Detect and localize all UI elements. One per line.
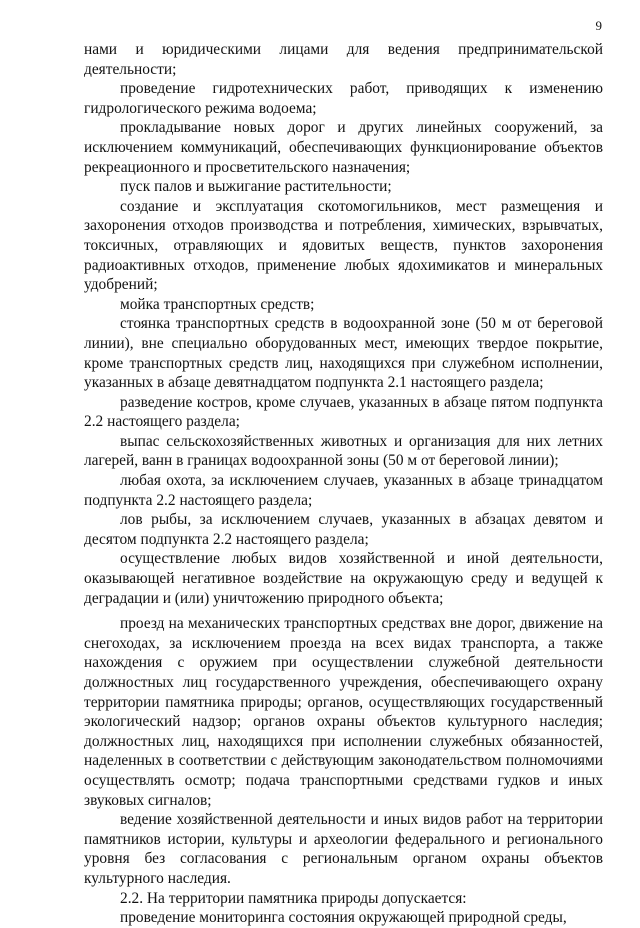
paragraph-10: любая охота, за исключением случаев, указанных в абзаце тринадцатом подпункта 2.2 настоящего раздела; [84, 472, 603, 509]
paragraph-8: разведение костров, кроме случаев, указанных в абзаце пятом подпункта 2.2 настоящего раздела; [84, 393, 603, 431]
paragraph-4: пуск палов и выжигание растительности; [120, 178, 392, 196]
paragraph-13: проезд на механических транспортных средствах вне дорог, движение на снегоходах, за исключением проезда на всех видах транспорта, а также нахождения с оружием при осуществлении служебной деятельности должностных лиц государственного учреждения, обеспечивающего охрану территории памятника природы; органов, осуществляющих государственный экологический надзор; органов охраны объектов культурного наследия; должностных лиц, находящихся при исполнении служебных обязанностей, наделенных в соответствии с действующим законодательством полномочиями осуществлять осмотр; подача транспортными средствами гудков и иных звуковых сигналов; [84, 615, 603, 809]
paragraph-9: выпас сельскохозяйственных животных и организация для них летних лагерей, ванн в границах водоохранной зоны (50 м от береговой линии); [84, 432, 603, 470]
paragraph-1: нами и юридическими лицами для ведения предпринимательской деятельности; [84, 41, 603, 78]
paragraph-7: стоянка транспортных средств в водоохранной зоне (50 м от береговой линии), вне специально оборудованных мест, имеющих твердое покрытие, кроме транспортных средств лиц, находящихся при служебном исполнении, указанных в абзаце девятнадцатом подпункта 2.1 настоящего раздела; [84, 315, 603, 392]
document-body [84, 40, 603, 928]
paragraph-12: осуществление любых видов хозяйственной и иной деятельности, оказывающей негативное воздействие на окружающую среду и ведущей к деградации и (или) уничтожению природного объекта; [84, 550, 603, 607]
paragraph-15: 2.2. На территории памятника природы допускается: [120, 889, 467, 907]
paragraph-2: проведение гидротехнических работ, приводящих к изменению гидрологического режима водоема; [84, 80, 603, 117]
paragraph-16: проведение мониторинга состояния окружающей природной среды, [120, 909, 567, 927]
page-number: 9 [595, 18, 602, 33]
paragraph-5: создание и эксплуатация скотомогильников, мест размещения и захоронения отходов производства и потребления, химических, взрывчатых, токсичных, отравляющих и ядовитых веществ, пунктов захоронения радиоактивных отходов, применение любых ядохимикатов и минеральных удобрений; [84, 197, 603, 294]
paragraph-14: ведение хозяйственной деятельности и иных видов работ на территории памятников истории, культуры и археологии федерального и регионального уровня без согласования с региональным органом охраны объектов культурного наследия. [84, 811, 603, 887]
paragraph-6: мойка транспортных средств; [120, 295, 315, 313]
paragraph-3: прокладывание новых дорог и других линейных сооружений, за исключением коммуникаций, обеспечивающих функционирование объектов рекреационного и просветительского назначения; [84, 119, 603, 176]
paragraph-11: лов рыбы, за исключением случаев, указанных в абзацах девятом и десятом подпункта 2.2 настоящего раздела; [84, 511, 603, 548]
